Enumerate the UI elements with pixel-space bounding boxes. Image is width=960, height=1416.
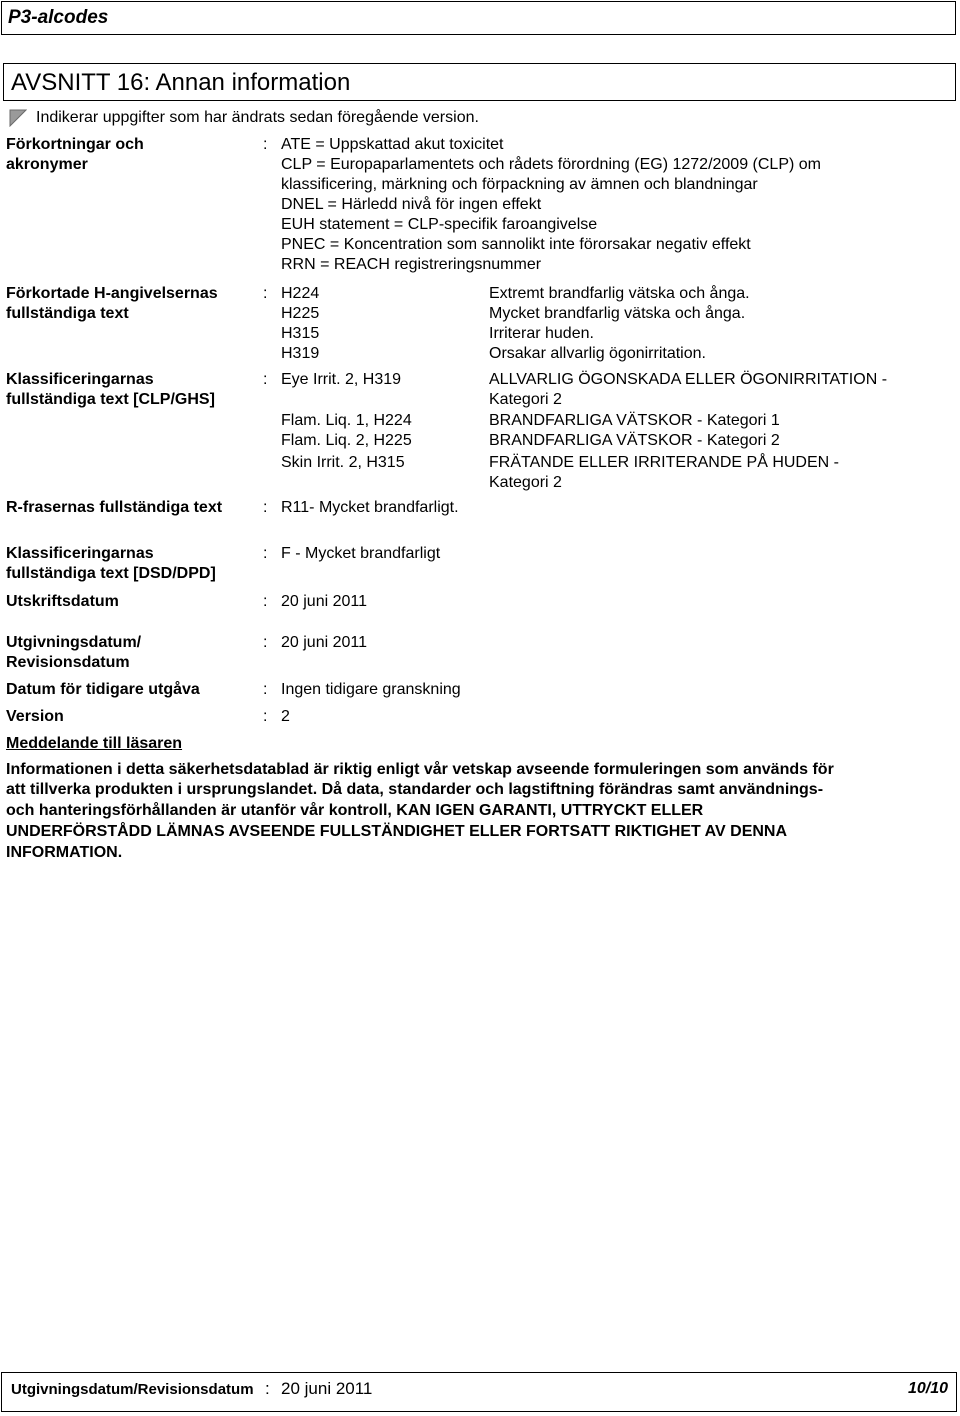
previous-date-value: Ingen tidigare granskning: [281, 681, 461, 698]
change-indicator-icon: [9, 109, 27, 127]
separator-colon: :: [263, 545, 268, 562]
reader-notice-line: Informationen i detta säkerhetsdatablad är riktig enligt vår vetskap avseende formuleringen som används för: [6, 761, 834, 778]
h-text: Mycket brandfarlig vätska och ånga.: [489, 305, 746, 322]
h-statements-label-2: fullständiga text: [6, 305, 129, 322]
reader-notice-line: att tillverka produkten i ursprungslandet. Då data, standarder och lagstiftning förändras samt användnings-: [6, 781, 824, 798]
separator-colon: :: [263, 708, 268, 725]
clp-code: Flam. Liq. 1, H224: [281, 412, 412, 429]
version-label: Version: [6, 708, 64, 725]
abbreviation-line: CLP = Europaparlamentets och rådets förordning (EG) 1272/2009 (CLP) om: [281, 156, 821, 173]
clp-code: Eye Irrit. 2, H319: [281, 371, 402, 388]
separator-colon: :: [263, 136, 268, 153]
h-code: H319: [281, 345, 320, 362]
footer-date-value: 20 juni 2011: [281, 1379, 373, 1398]
r-phrases-label: R-frasernas fullständiga text: [6, 499, 223, 516]
abbreviation-line: RRN = REACH registreringsnummer: [281, 256, 542, 273]
abbreviations-label-1: Förkortningar och: [6, 136, 144, 153]
product-title: P3-alcodes: [8, 7, 109, 28]
print-date-label: Utskriftsdatum: [6, 593, 119, 610]
clp-text: BRANDFARLIGA VÄTSKOR - Kategori 2: [489, 432, 780, 449]
clp-text: Kategori 2: [489, 474, 562, 491]
change-notice: Indikerar uppgifter som har ändrats sedan föregående version.: [36, 109, 479, 126]
clp-label-1: Klassificeringarnas: [6, 371, 154, 388]
abbreviation-line: PNEC = Koncentration som sannolikt inte förorsakar negativ effekt: [281, 236, 751, 253]
section-title: AVSNITT 16: Annan information: [11, 69, 351, 96]
separator-colon: :: [263, 593, 268, 610]
h-text: Orsakar allvarlig ögonirritation.: [489, 345, 706, 362]
abbreviation-line: DNEL = Härledd nivå för ingen effekt: [281, 196, 542, 213]
separator-colon: :: [263, 681, 268, 698]
h-text: Extremt brandfarlig vätska och ånga.: [489, 285, 750, 302]
clp-text: BRANDFARLIGA VÄTSKOR - Kategori 1: [489, 412, 780, 429]
abbreviation-line: klassificering, märkning och förpackning av ämnen och blandningar: [281, 176, 758, 193]
r-phrases-value: R11- Mycket brandfarligt.: [281, 499, 459, 516]
separator-colon: :: [263, 285, 268, 302]
footer-date-label: Utgivningsdatum/Revisionsdatum: [11, 1381, 254, 1398]
dsd-value: F - Mycket brandfarligt: [281, 545, 441, 562]
clp-text: ALLVARLIG ÖGONSKADA ELLER ÖGONIRRITATION -: [489, 371, 888, 388]
h-code: H224: [281, 285, 320, 302]
reader-notice-line: UNDERFÖRSTÅDD LÄMNAS AVSEENDE FULLSTÄNDIGHET ELLER FORTSATT RIKTIGHET AV DENNA: [6, 823, 788, 840]
h-code: H225: [281, 305, 320, 322]
version-value: 2: [281, 708, 290, 725]
dsd-label-1: Klassificeringarnas: [6, 545, 154, 562]
separator-colon: :: [263, 634, 268, 651]
section-heading-box: [3, 63, 956, 101]
clp-text: FRÄTANDE ELLER IRRITERANDE PÅ HUDEN -: [489, 454, 839, 471]
separator-colon: :: [263, 499, 268, 516]
previous-date-label: Datum för tidigare utgåva: [6, 681, 200, 698]
clp-text: Kategori 2: [489, 391, 562, 408]
separator-colon: :: [265, 1379, 270, 1398]
h-text: Irriterar huden.: [489, 325, 594, 342]
abbreviations-label-2: akronymer: [6, 156, 88, 173]
issue-date-value: 20 juni 2011: [281, 634, 367, 651]
document-header: [1, 1, 956, 35]
abbreviation-line: EUH statement = CLP-specifik faroangivelse: [281, 216, 598, 233]
page-footer: [1, 1372, 957, 1412]
reader-notice-heading: Meddelande till läsaren: [6, 735, 183, 752]
page-number: 10/10: [907, 1380, 948, 1397]
clp-code: Flam. Liq. 2, H225: [281, 432, 412, 449]
h-statements-label-1: Förkortade H-angivelsernas: [6, 285, 218, 302]
print-date-value: 20 juni 2011: [281, 593, 367, 610]
separator-colon: :: [263, 371, 268, 388]
clp-code: Skin Irrit. 2, H315: [281, 454, 405, 471]
abbreviation-line: ATE = Uppskattad akut toxicitet: [281, 136, 504, 153]
issue-date-label-2: Revisionsdatum: [6, 654, 130, 671]
dsd-label-2: fullständiga text [DSD/DPD]: [6, 565, 216, 582]
reader-notice-line: INFORMATION.: [6, 844, 123, 861]
h-code: H315: [281, 325, 320, 342]
issue-date-label-1: Utgivningsdatum/: [6, 634, 142, 651]
reader-notice-line: och hanteringsförhållanden är utanför vår kontroll, KAN IGEN GARANTI, UTTRYCKT ELLER: [6, 802, 704, 819]
clp-label-2: fullständiga text [CLP/GHS]: [6, 391, 215, 408]
